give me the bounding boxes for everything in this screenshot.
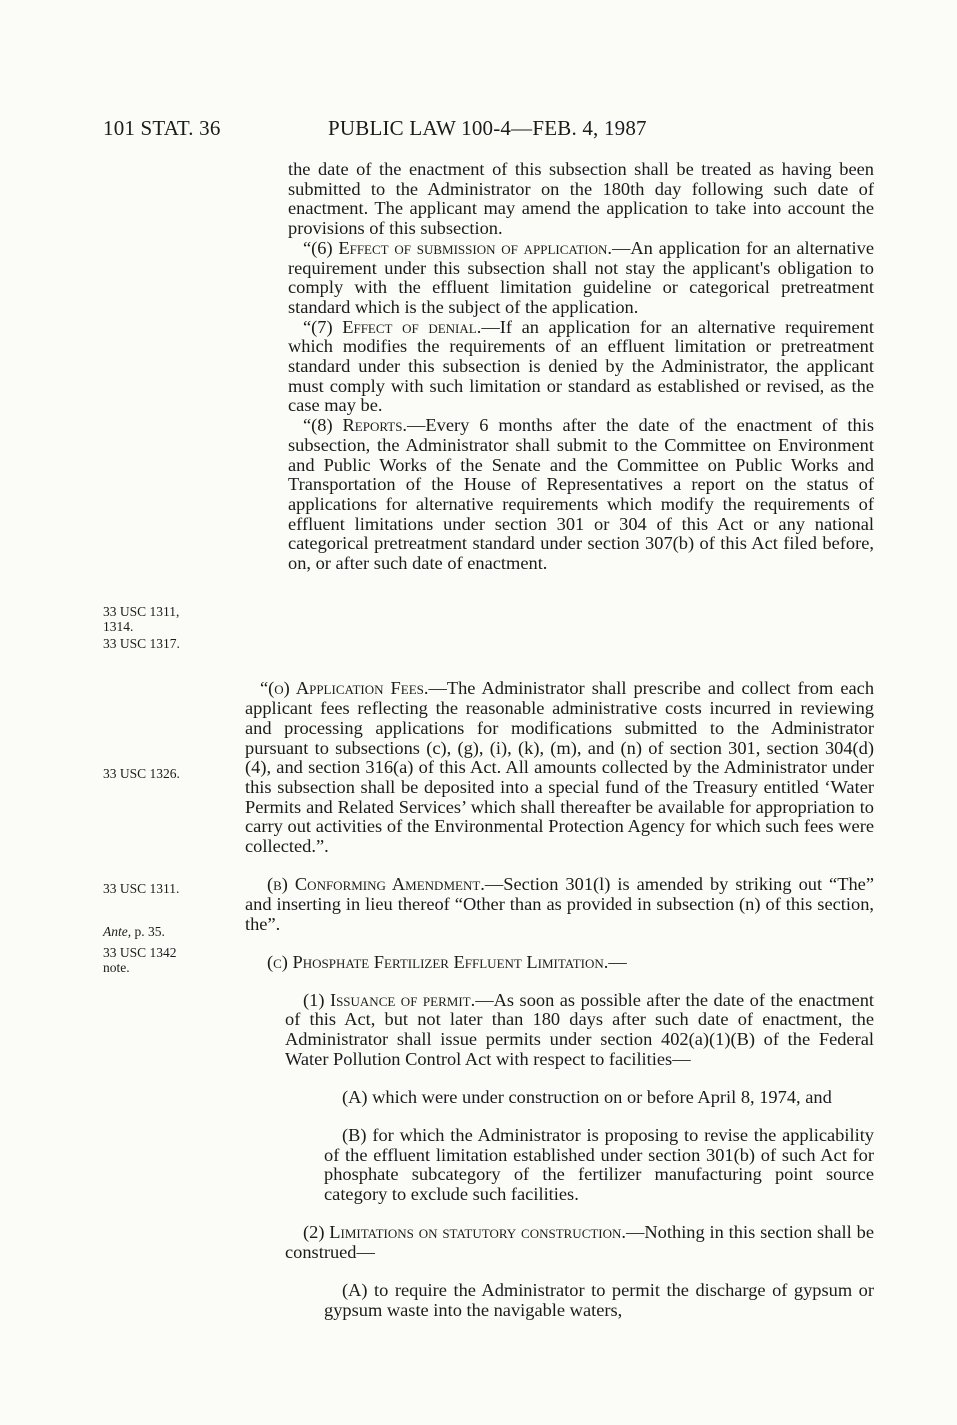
heading-c: (c) Phosphate Fertilizer Effluent Limitation. xyxy=(267,951,609,972)
paragraph-c2-A: (A) to require the Administrator to permit the discharge of gypsum or gypsum waste into the navigable waters, xyxy=(324,1280,874,1320)
heading-6: “(6) Effect of submission of application. xyxy=(303,237,612,258)
paragraph-c1: (1) Issuance of permit.—As soon as possible after the date of the enactment of this Act, but not later than 180 days after such date of enactment, the Administrator shall issue permits under section 402(a)(1)(B) of the Federal Water Pollution Control Act with respect to facilities— xyxy=(285,989,875,1069)
page-header xyxy=(103,116,897,146)
heading-o: “(o) Application Fees. xyxy=(260,678,429,699)
margin-note-usc-1317: 33 USC 1317. xyxy=(103,636,180,651)
paragraph-7: “(7) Effect of denial.—If an application for an alternative requirement which modifies the requirements of an effluent limitation or pretreatment standard under this subsection is denied by the Administrator, the applicant must comply with such limitation or standard as established or revised, as the case may be. xyxy=(288,316,874,416)
paragraph-c: (c) Phosphate Fertilizer Effluent Limitation.— xyxy=(267,951,627,972)
paragraph-c2: (2) Limitations on statutory construction.—Nothing in this section shall be construed— xyxy=(285,1222,874,1262)
heading-b: (b) Conforming Amendment. xyxy=(267,874,485,895)
margin-note-ante: Ante, p. 35. xyxy=(103,924,165,939)
heading-7: “(7) Effect of denial. xyxy=(303,316,482,337)
paragraph-c1-A: (A) which were under construction on or before April 8, 1974, and xyxy=(342,1086,832,1107)
stat-citation: 101 STAT. 36 xyxy=(103,116,221,140)
heading-c1: (1) Issuance of permit. xyxy=(303,989,476,1010)
law-title: PUBLIC LAW 100-4—FEB. 4, 1987 xyxy=(328,116,647,140)
heading-8: “(8) Reports. xyxy=(303,415,408,436)
paragraph-6: “(6) Effect of submission of application.—An application for an alternative requirement under this subsection shall not stay the applicant's obligation to comply with the effluent limitation guideline or categorical pretreatment standard which is the subject of the application. xyxy=(288,237,875,317)
margin-note-usc-1326: 33 USC 1326. xyxy=(103,766,180,781)
statute-text-lower xyxy=(245,661,874,1339)
margin-note-usc-1311-1314: 33 USC 1311, 1314. xyxy=(103,604,180,634)
statute-text-upper xyxy=(288,160,874,574)
paragraph-b: (b) Conforming Amendment.—Section 301(l) is amended by striking out “The” and inserting in lieu thereof “Other than as provided in subsection (n) of this section, the”. xyxy=(245,874,874,934)
paragraph-8: “(8) Reports.—Every 6 months after the date of the enactment of this subsection, the Administrator shall submit to the Committee on Environment and Public Works of the Senate and the Committee on Public Works and Transportation of the House of Representatives a report on the status of applications for alternative requirements which modify the requirements of effluent limitations under section 301 or 304 of this Act or any national categorical pretreatment standard under section 307(b) of this Act filed before, on, or after such date of enactment. xyxy=(288,415,874,574)
paragraph-c1-B: (B) for which the Administrator is proposing to revise the applicability of the effluent limitation established under section 301(b) of such Act for phosphate subcategory of the fertilizer manufacturing point source category to exclude such facilities. xyxy=(324,1125,874,1205)
heading-c2: (2) Limitations on statutory construction. xyxy=(303,1222,627,1243)
paragraph-o: “(o) Application Fees.—The Administrator shall prescribe and collect from each applicant fees reflecting the reasonable administrative costs incurred in reviewing and processing applications for modifications submitted to the Administrator pursuant to subsections (c), (g), (i), (k), (m), and (n) of section 301, section 304(d)(4), and section 316(a) of this Act. All amounts collected by the Administrator under this subsection shall be deposited into a special fund of the Treasury entitled ‘Water Permits and Related Services’ which shall thereafter be available for appropriation to carry out activities of the Environmental Protection Agency for which such fees were collected.”. xyxy=(245,678,875,857)
margin-note-usc-1342: 33 USC 1342 note. xyxy=(103,945,177,975)
margin-note-usc-1311-b: 33 USC 1311. xyxy=(103,881,180,896)
paragraph-continuation: the date of the enactment of this subsection shall be treated as having been submitted to the Administrator on the 180th day following such date of enactment. The applicant may amend the application to take into account the provisions of this subsection. xyxy=(288,159,874,239)
